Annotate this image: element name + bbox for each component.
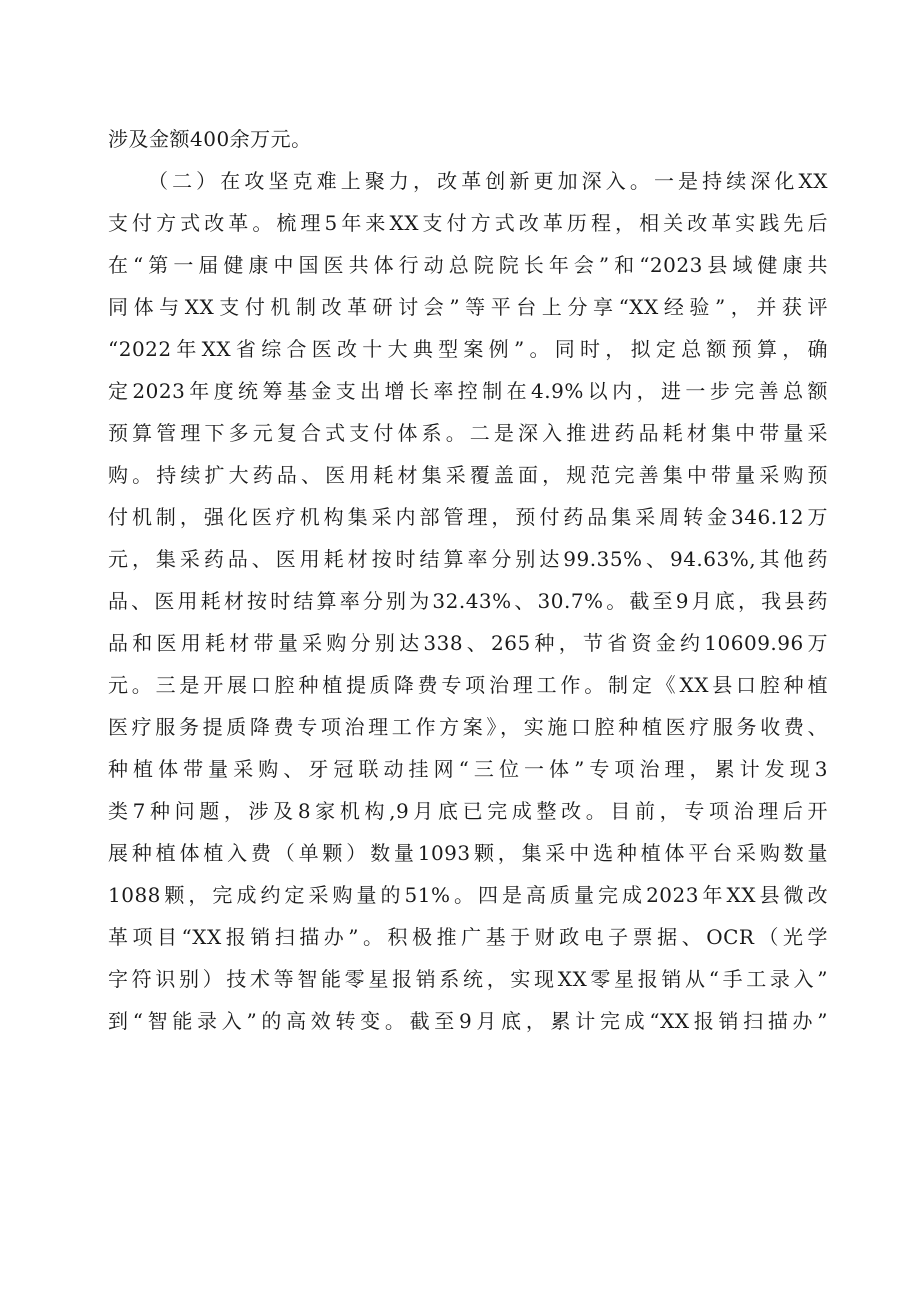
text-line: 品、医用耗材按时结算率分别为32.43%、30.7%。截至9月底，我县药 (108, 589, 828, 613)
text-line: 医疗服务提质降费专项治理工作方案》，实施口腔种植医疗服务收费、 (108, 715, 828, 739)
text-line: 元。三是开展口腔种植提质降费专项治理工作。制定《XX县口腔种植 (108, 673, 828, 697)
text-line: 到“智能录入”的高效转变。截至9月底，累计完成“XX报销扫描办” (108, 1009, 828, 1033)
text-line: 涉及金额400余万元。 (108, 127, 312, 151)
text-line: 在“第一届健康中国医共体行动总院院长年会”和“2023县域健康共 (108, 253, 828, 277)
text-line: 1088颗，完成约定采购量的51%。四是高质量完成2023年XX县微改 (108, 883, 828, 907)
text-line: （二）在攻坚克难上聚力，改革创新更加深入。一是持续深化XX (148, 169, 828, 193)
text-line: 元，集采药品、医用耗材按时结算率分别达99.35%、94.63%,其他药 (108, 547, 828, 571)
text-line: 字符识别）技术等智能零星报销系统，实现XX零星报销从“手工录入” (108, 967, 828, 991)
document-body (108, 118, 828, 1042)
text-line: 类7种问题，涉及8家机构,9月底已完成整改。目前，专项治理后开 (108, 799, 828, 823)
text-line: “2022年XX省综合医改十大典型案例”。同时，拟定总额预算，确 (108, 337, 828, 361)
text-line: 种植体带量采购、牙冠联动挂网“三位一体”专项治理，累计发现3 (108, 757, 828, 781)
text-line: 购。持续扩大药品、医用耗材集采覆盖面，规范完善集中带量采购预 (108, 463, 828, 487)
text-line: 品和医用耗材带量采购分别达338、265种，节省资金约10609.96万 (108, 631, 828, 655)
text-line: 付机制，强化医疗机构集采内部管理，预付药品集采周转金346.12万 (108, 505, 828, 529)
text-line: 展种植体植入费（单颗）数量1093颗，集采中选种植体平台采购数量 (108, 841, 828, 865)
text-line: 支付方式改革。梳理5年来XX支付方式改革历程，相关改革实践先后 (108, 211, 828, 235)
text-line: 定2023年度统筹基金支出增长率控制在4.9%以内，进一步完善总额 (108, 379, 828, 403)
text-line: 预算管理下多元复合式支付体系。二是深入推进药品耗材集中带量采 (108, 421, 828, 445)
text-line: 同体与XX支付机制改革研讨会”等平台上分享“XX经验”，并获评 (108, 295, 828, 319)
text-line: 革项目“XX报销扫描办”。积极推广基于财政电子票据、OCR（光学 (108, 925, 828, 949)
